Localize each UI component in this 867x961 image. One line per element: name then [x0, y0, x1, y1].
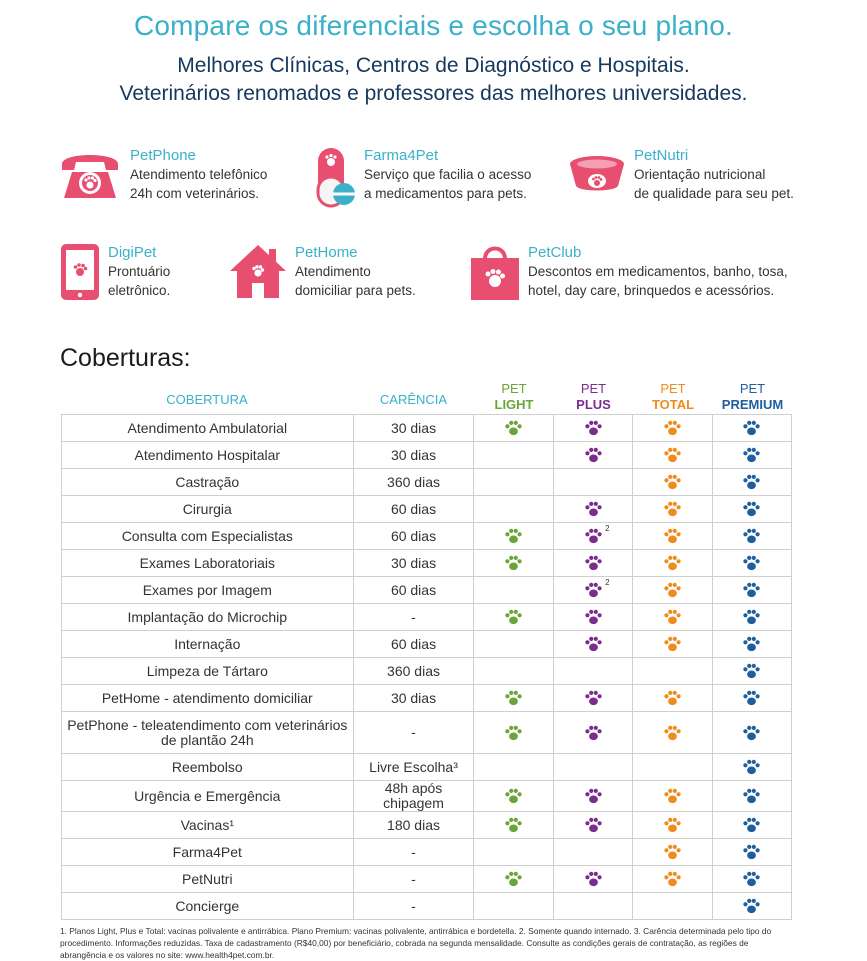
table-row — [62, 658, 792, 685]
included-mark — [663, 500, 682, 518]
included-mark — [584, 724, 603, 742]
plan-cell — [712, 631, 791, 658]
plan-cell — [633, 893, 712, 920]
paw-icon — [663, 554, 682, 572]
paw-icon — [584, 635, 603, 653]
plan-label-line: PET — [580, 381, 607, 396]
carencia-cell: 180 dias — [353, 812, 474, 839]
plan-cell — [474, 812, 553, 839]
coverage-name-cell: Farma4Pet — [62, 839, 354, 866]
included-mark — [584, 500, 603, 518]
feature-desc-line: Atendimento — [295, 264, 371, 279]
plan-cell — [474, 631, 553, 658]
plan-cell — [474, 523, 553, 550]
page-title: Compare os diferenciais e escolha o seu plano. — [133, 10, 734, 41]
plan-cell — [633, 839, 712, 866]
plan-cell — [474, 712, 553, 754]
page-subtitle — [0, 52, 867, 108]
plan-cell — [474, 469, 553, 496]
table-row — [62, 839, 792, 866]
paw-icon — [742, 473, 761, 491]
plan-cell — [712, 812, 791, 839]
plan-cell — [712, 685, 791, 712]
included-mark — [504, 527, 523, 545]
included-mark — [663, 527, 682, 545]
table-row — [62, 754, 792, 781]
plan-cell — [553, 577, 632, 604]
pill-icon — [314, 146, 356, 210]
plan-cell — [474, 754, 553, 781]
included-mark — [742, 758, 761, 776]
food-bowl-icon — [568, 146, 626, 196]
feature-pethome — [229, 243, 416, 300]
carencia-cell: 30 dias — [353, 415, 474, 442]
plan-cell — [474, 893, 553, 920]
shopping-bag-icon — [470, 243, 520, 301]
included-mark — [584, 816, 603, 834]
included-mark — [504, 724, 523, 742]
included-mark — [742, 843, 761, 861]
included-mark — [742, 724, 761, 742]
plan-cell — [633, 712, 712, 754]
included-mark — [584, 608, 603, 626]
table-row — [62, 866, 792, 893]
paw-icon — [504, 554, 523, 572]
feature-desc-line: hotel, day care, brinquedos e acessórios. — [528, 283, 775, 298]
carencia-cell: - — [353, 893, 474, 920]
paw-icon — [584, 446, 603, 464]
included-mark — [504, 608, 523, 626]
plan-cell — [712, 523, 791, 550]
coverage-name-cell: Exames Laboratoriais — [62, 550, 354, 577]
carencia-cell: 60 dias — [353, 577, 474, 604]
coverage-name-cell: Castração — [62, 469, 354, 496]
coverage-name-cell: Concierge — [62, 893, 354, 920]
coverage-table — [61, 414, 792, 920]
plan-cell — [553, 812, 632, 839]
column-header-pet-plus — [554, 381, 633, 413]
paw-icon — [663, 843, 682, 861]
plan-label-line: LIGHT — [494, 397, 534, 412]
plan-cell — [712, 496, 791, 523]
table-row — [62, 685, 792, 712]
included-mark — [742, 527, 761, 545]
column-header-pet-premium — [713, 381, 792, 413]
paw-icon — [584, 870, 603, 888]
feature-name: PetClub — [528, 244, 582, 261]
plan-label-line: PET — [739, 381, 766, 396]
plan-cell — [553, 685, 632, 712]
plan-label-line: TOTAL — [651, 397, 695, 412]
plan-cell — [633, 754, 712, 781]
included-mark — [584, 870, 603, 888]
feature-name: Farma4Pet — [364, 147, 439, 164]
paw-icon — [504, 724, 523, 742]
plan-cell — [633, 496, 712, 523]
section-title: Coberturas: — [60, 344, 191, 372]
coverage-name-cell: Implantação do Microchip — [62, 604, 354, 631]
table-row — [62, 604, 792, 631]
footnote: 1. Planos Light, Plus e Total: vacinas polivalente e antirrábica. Plano Premium: vacinas polivalente, antirrábica e bordetella. 2. Somente quando internado. 3. Carência determinada pelo tipo do procedimento. Informações reduzidas. Taxa de cadastramento (R$40,00) por beneficiário, cobrada na segunda mensalidade. Consulte as condições gerais de contratação, as regiões de abrangência e os valores no site: www.health4pet.com.br. — [60, 926, 772, 960]
plan-cell — [633, 604, 712, 631]
column-header-pet-total — [633, 381, 713, 413]
plan-cell — [474, 604, 553, 631]
paw-icon — [663, 724, 682, 742]
paw-icon — [584, 608, 603, 626]
paw-icon — [742, 843, 761, 861]
coverage-name-cell: Limpeza de Tártaro — [62, 658, 354, 685]
table-row — [62, 631, 792, 658]
feature-desc-line: de qualidade para seu pet. — [634, 186, 794, 201]
included-mark — [663, 473, 682, 491]
included-mark — [742, 500, 761, 518]
included-mark — [504, 816, 523, 834]
included-mark — [584, 578, 610, 599]
paw-icon — [742, 870, 761, 888]
carencia-cell: 30 dias — [353, 685, 474, 712]
plan-cell — [633, 523, 712, 550]
paw-icon — [504, 816, 523, 834]
paw-icon — [742, 635, 761, 653]
included-mark — [584, 446, 603, 464]
paw-icon — [742, 446, 761, 464]
plan-cell — [553, 781, 632, 812]
table-row — [62, 469, 792, 496]
plan-cell — [712, 866, 791, 893]
paw-icon — [742, 689, 761, 707]
paw-icon — [663, 527, 682, 545]
paw-icon — [663, 608, 682, 626]
paw-icon — [742, 500, 761, 518]
included-mark — [663, 689, 682, 707]
plan-cell — [633, 781, 712, 812]
included-mark — [584, 524, 610, 545]
coverage-name-cell: Vacinas¹ — [62, 812, 354, 839]
plan-cell — [712, 839, 791, 866]
included-mark — [663, 608, 682, 626]
plan-cell — [474, 839, 553, 866]
included-mark — [504, 419, 523, 437]
paw-icon — [584, 689, 603, 707]
plan-cell — [633, 866, 712, 893]
subtitle-line-2: Veterinários renomados e professores das melhores universidades. — [119, 82, 748, 105]
paw-icon — [742, 581, 761, 599]
feature-digipet — [60, 243, 170, 301]
house-icon — [229, 243, 287, 299]
included-mark — [742, 635, 761, 653]
paw-icon — [663, 787, 682, 805]
carencia-cell: Livre Escolha³ — [353, 754, 474, 781]
carencia-cell: 360 dias — [353, 658, 474, 685]
paw-icon — [742, 419, 761, 437]
included-mark — [742, 581, 761, 599]
included-mark — [742, 662, 761, 680]
coverage-name-cell: Consulta com Especialistas — [62, 523, 354, 550]
feature-petclub — [470, 243, 788, 301]
included-mark — [504, 554, 523, 572]
included-mark — [584, 787, 603, 805]
plan-cell — [553, 415, 632, 442]
plan-cell — [553, 469, 632, 496]
included-mark — [742, 608, 761, 626]
plan-cell — [712, 469, 791, 496]
plan-cell — [553, 754, 632, 781]
table-row — [62, 523, 792, 550]
paw-icon — [584, 581, 603, 599]
feature-desc-line: domiciliar para pets. — [295, 283, 416, 298]
carencia-cell: 48h após chipagem — [353, 781, 474, 812]
paw-icon — [663, 500, 682, 518]
paw-icon — [742, 554, 761, 572]
feature-desc-line: Atendimento telefônico — [130, 167, 268, 182]
carencia-cell: - — [353, 866, 474, 893]
paw-icon — [663, 419, 682, 437]
feature-name: DigiPet — [108, 244, 157, 261]
included-mark — [504, 870, 523, 888]
paw-icon — [504, 787, 523, 805]
plan-cell — [474, 415, 553, 442]
paw-icon — [742, 897, 761, 915]
plan-cell — [712, 658, 791, 685]
paw-icon — [742, 527, 761, 545]
plan-cell — [633, 469, 712, 496]
paw-icon — [663, 635, 682, 653]
plan-cell — [474, 577, 553, 604]
included-mark — [742, 816, 761, 834]
plan-cell — [474, 685, 553, 712]
table-row — [62, 893, 792, 920]
coverage-name-cell: Cirurgia — [62, 496, 354, 523]
plan-cell — [553, 712, 632, 754]
feature-desc-line: Orientação nutricional — [634, 167, 766, 182]
plan-cell — [553, 496, 632, 523]
paw-icon — [742, 758, 761, 776]
coverage-name-cell: PetPhone - teleatendimento com veterinários de plantão 24h — [62, 712, 354, 754]
plan-cell — [553, 631, 632, 658]
plan-cell — [553, 604, 632, 631]
plan-cell — [633, 812, 712, 839]
included-mark — [742, 554, 761, 572]
plan-cell — [712, 577, 791, 604]
plan-cell — [474, 442, 553, 469]
plan-cell — [553, 893, 632, 920]
coverage-name-cell: Atendimento Hospitalar — [62, 442, 354, 469]
feature-petphone — [58, 146, 267, 203]
included-mark — [663, 843, 682, 861]
paw-icon — [663, 870, 682, 888]
plan-label-line: PLUS — [576, 397, 611, 412]
included-mark — [663, 787, 682, 805]
included-mark — [584, 635, 603, 653]
coverage-name-cell: Exames por Imagem — [62, 577, 354, 604]
plan-cell — [474, 496, 553, 523]
plan-cell — [712, 712, 791, 754]
paw-icon — [584, 787, 603, 805]
paw-icon — [663, 446, 682, 464]
included-mark — [742, 473, 761, 491]
plan-cell — [633, 550, 712, 577]
plan-cell — [712, 415, 791, 442]
paw-icon — [584, 527, 603, 545]
included-mark — [742, 689, 761, 707]
plan-cell — [474, 550, 553, 577]
feature-desc-line: Serviço que facilia o acesso — [364, 167, 532, 182]
plan-label-line: PET — [660, 381, 686, 396]
table-row — [62, 812, 792, 839]
carencia-cell: 60 dias — [353, 523, 474, 550]
plan-cell — [633, 442, 712, 469]
paw-icon — [663, 689, 682, 707]
column-header-carencia: CARÊNCIA — [379, 392, 448, 407]
included-mark — [663, 581, 682, 599]
included-mark — [663, 446, 682, 464]
plan-cell — [474, 658, 553, 685]
paw-icon — [742, 608, 761, 626]
included-mark — [584, 554, 603, 572]
plan-cell — [712, 442, 791, 469]
carencia-cell: 360 dias — [353, 469, 474, 496]
subtitle-line-1: Melhores Clínicas, Centros de Diagnóstico e Hospitais. — [177, 54, 690, 77]
table-row — [62, 415, 792, 442]
paw-icon — [584, 724, 603, 742]
included-mark — [742, 419, 761, 437]
carencia-cell: 30 dias — [353, 550, 474, 577]
table-row — [62, 577, 792, 604]
included-mark — [663, 635, 682, 653]
table-row — [62, 550, 792, 577]
included-mark — [663, 554, 682, 572]
plan-cell — [553, 658, 632, 685]
plan-cell — [712, 604, 791, 631]
included-mark — [663, 724, 682, 742]
included-mark — [663, 816, 682, 834]
plan-cell — [474, 781, 553, 812]
paw-icon — [584, 816, 603, 834]
plan-cell — [553, 866, 632, 893]
included-mark — [742, 446, 761, 464]
plan-cell — [712, 550, 791, 577]
paw-icon — [504, 870, 523, 888]
paw-icon — [504, 608, 523, 626]
feature-desc-line: 24h com veterinários. — [130, 186, 260, 201]
carencia-cell: - — [353, 839, 474, 866]
included-mark — [742, 897, 761, 915]
paw-icon — [742, 724, 761, 742]
column-header-pet-light — [474, 381, 554, 413]
feature-name: PetPhone — [130, 147, 196, 164]
plan-cell — [553, 839, 632, 866]
coverage-name-cell: PetNutri — [62, 866, 354, 893]
feature-name: PetHome — [295, 244, 358, 261]
paw-icon — [584, 500, 603, 518]
plan-cell — [633, 658, 712, 685]
plan-cell — [633, 631, 712, 658]
paw-icon — [504, 689, 523, 707]
tablet-icon — [60, 243, 100, 301]
carencia-cell: 30 dias — [353, 442, 474, 469]
feature-desc-line: eletrônico. — [108, 283, 171, 298]
included-mark — [742, 870, 761, 888]
carencia-cell: 60 dias — [353, 631, 474, 658]
table-row — [62, 442, 792, 469]
coverage-name-cell: Urgência e Emergência — [62, 781, 354, 812]
feature-desc-line: Prontuário — [108, 264, 171, 279]
paw-icon — [663, 581, 682, 599]
feature-desc-line: a medicamentos para pets. — [364, 186, 527, 201]
carencia-cell: 60 dias — [353, 496, 474, 523]
plan-cell — [553, 442, 632, 469]
telephone-icon — [58, 146, 122, 202]
feature-petnutri — [568, 146, 794, 203]
paw-icon — [663, 816, 682, 834]
paw-icon — [663, 473, 682, 491]
column-header-cobertura: COBERTURA — [166, 392, 248, 407]
included-mark — [663, 870, 682, 888]
feature-desc-line: Descontos em medicamentos, banho, tosa, — [528, 264, 788, 279]
plan-label-line: PREMIUM — [721, 397, 784, 412]
paw-icon — [504, 419, 523, 437]
included-mark — [504, 787, 523, 805]
carencia-cell: - — [353, 604, 474, 631]
plan-cell — [633, 685, 712, 712]
paw-icon — [742, 816, 761, 834]
paw-icon — [584, 554, 603, 572]
feature-farma4pet — [314, 146, 531, 210]
coverage-name-cell: Reembolso — [62, 754, 354, 781]
included-mark — [584, 419, 603, 437]
paw-icon — [742, 787, 761, 805]
table-row — [62, 712, 792, 754]
feature-name: PetNutri — [634, 147, 689, 164]
included-mark — [742, 787, 761, 805]
plan-cell — [633, 415, 712, 442]
plan-cell — [712, 754, 791, 781]
coverage-name-cell: Atendimento Ambulatorial — [62, 415, 354, 442]
plan-cell — [712, 781, 791, 812]
table-row — [62, 781, 792, 812]
plan-cell — [474, 866, 553, 893]
plan-label-line: PET — [501, 381, 527, 396]
included-mark — [584, 689, 603, 707]
footnote-ref: 2 — [605, 524, 610, 533]
footnote-ref: 2 — [605, 578, 610, 587]
plan-cell — [633, 577, 712, 604]
paw-icon — [504, 527, 523, 545]
plan-cell — [553, 523, 632, 550]
included-mark — [504, 689, 523, 707]
plan-cell — [712, 893, 791, 920]
included-mark — [663, 419, 682, 437]
coverage-name-cell: PetHome - atendimento domiciliar — [62, 685, 354, 712]
plan-cell — [553, 550, 632, 577]
carencia-cell: - — [353, 712, 474, 754]
table-row — [62, 496, 792, 523]
coverage-name-cell: Internação — [62, 631, 354, 658]
paw-icon — [584, 419, 603, 437]
paw-icon — [742, 662, 761, 680]
